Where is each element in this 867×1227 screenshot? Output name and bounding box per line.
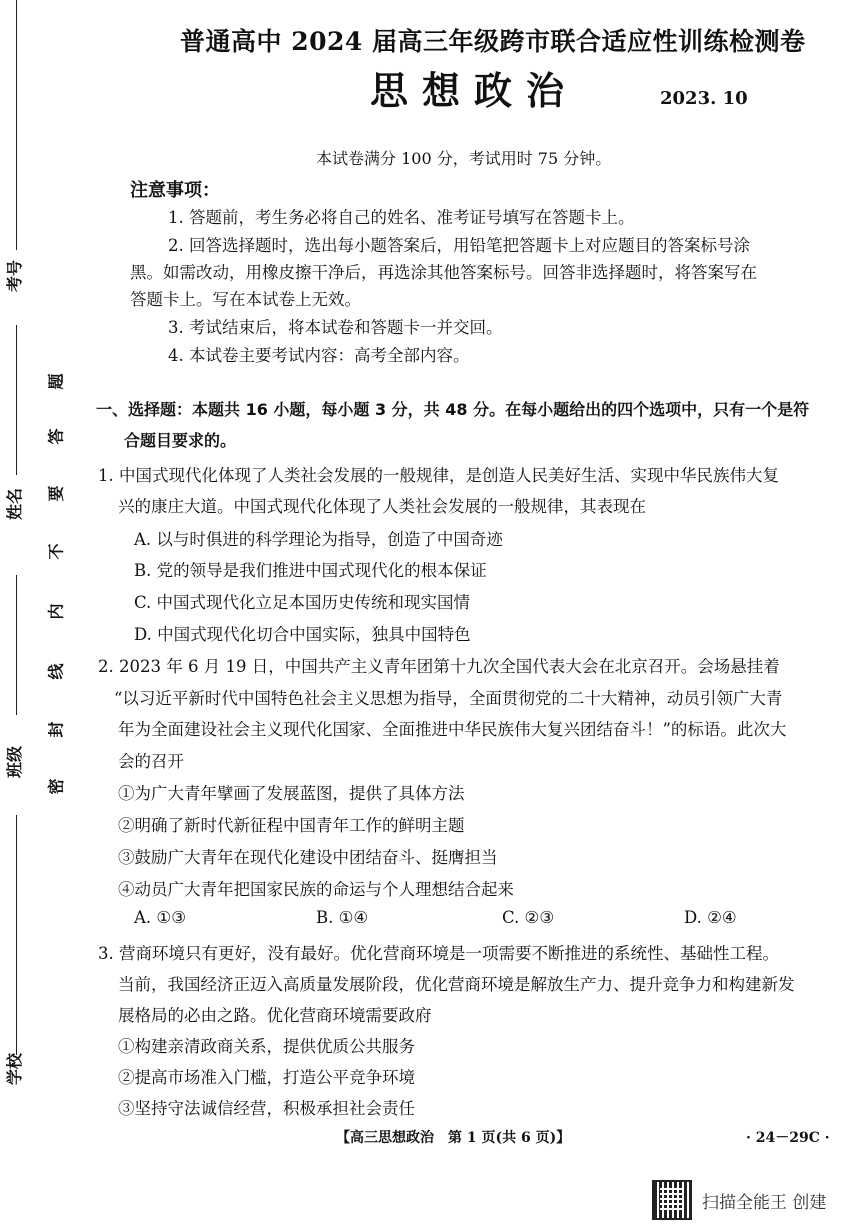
exam-no-label: 考号 [5, 259, 24, 292]
statement-item: ③坚持守法诚信经营，积极承担社会责任 [118, 1099, 415, 1118]
option-d: D. 中国式现代化切合中国实际，独具中国特色 [134, 625, 471, 644]
name-top-line [16, 325, 17, 475]
name-label: 姓名 [5, 487, 24, 520]
seal-char: 封 [46, 721, 66, 738]
seal-char: 内 [46, 603, 66, 620]
class-line [16, 815, 17, 1055]
question-stem: 1. 中国式现代化体现了人类社会发展的一般规律，是创造人民美好生活、实现中华民族伟大复 [98, 466, 779, 485]
seal-char: 要 [46, 485, 66, 502]
seal-char: 密 [46, 778, 66, 795]
scanner-watermark [652, 1180, 826, 1220]
qr-code-icon [652, 1180, 692, 1220]
seal-char: 答 [46, 428, 66, 445]
name-line [16, 575, 17, 715]
subject-title: 思想政治 [370, 68, 579, 113]
notice-line: 黑。如需改动，用橡皮擦干净后，再选涂其他答案标号。回答非选择题时，将答案写在 [130, 263, 757, 282]
school-label: 学校 [5, 1052, 24, 1085]
seal-char: 题 [46, 373, 66, 390]
question-stem: 当前，我国经济正迈入高质量发展阶段，优化营商环境是解放生产力、提升竞争力和构建新发 [118, 975, 795, 994]
choice-a: A. ①③ [134, 908, 186, 927]
question-stem: 兴的康庄大道。中国式现代化体现了人类社会发展的一般规律，其表现在 [118, 497, 646, 516]
statement-item: ②明确了新时代新征程中国青年工作的鲜明主题 [118, 816, 465, 835]
notice-line: 1. 答题前，考生务必将自己的姓名、准考证号填写在答题卡上。 [168, 208, 635, 227]
question-stem: 会的召开 [118, 752, 184, 771]
notice-title: 注意事项： [130, 180, 220, 201]
exam-intro: 本试卷满分 100 分，考试用时 75 分钟。 [316, 149, 612, 168]
option-c: C. 中国式现代化立足本国历史传统和现实国情 [134, 593, 471, 612]
statement-item: ②提高市场准入门槛，打造公平竞争环境 [118, 1068, 415, 1087]
statement-item: ①为广大青年擘画了发展蓝图，提供了具体方法 [118, 784, 465, 803]
statement-item: ①构建亲清政商关系，提供优质公共服务 [118, 1037, 415, 1056]
notice-line: 3. 考试结束后，将本试卷和答题卡一并交回。 [168, 318, 503, 337]
choice-c: C. ②③ [502, 908, 555, 927]
class-label: 班级 [5, 745, 24, 778]
binding-strip [0, 0, 100, 1200]
exam-title: 普通高中 2024 届高三年级跨市联合适应性训练检测卷 [180, 27, 806, 56]
choice-b: B. ①④ [316, 908, 369, 927]
question-stem: 展格局的必由之路。优化营商环境需要政府 [118, 1006, 432, 1025]
exam-date: 2023. 10 [660, 88, 748, 109]
notice-line: 答题卡上。写在本试卷上无效。 [130, 290, 361, 309]
seal-char: 线 [46, 663, 66, 680]
exam-no-line [16, 0, 17, 250]
question-stem: 年为全面建设社会主义现代化国家、全面推进中华民族伟大复兴团结奋斗！”的标语。此次大 [118, 720, 787, 739]
option-b: B. 党的领导是我们推进中国式现代化的根本保证 [134, 561, 487, 580]
choice-d: D. ②④ [684, 908, 737, 927]
paper-code: · 24－29C · [746, 1130, 830, 1146]
notice-line: 2. 回答选择题时，选出每小题答案后，用铅笔把答题卡上对应题目的答案标号涂 [168, 236, 750, 255]
question-stem: “以习近平新时代中国特色社会主义思想为指导，全面贯彻党的二十大精神，动员引领广大青 [114, 689, 783, 708]
notice-line: 4. 本试卷主要考试内容：高考全部内容。 [168, 346, 470, 365]
seal-char: 不 [46, 543, 66, 560]
section-heading: 一、选择题：本题共 16 小题，每小题 3 分，共 48 分。在每小题给出的四个选项中，只有一个是符 [96, 400, 810, 419]
statement-item: ③鼓励广大青年在现代化建设中团结奋斗、挺膺担当 [118, 848, 498, 867]
option-a: A. 以与时俱进的科学理论为指导，创造了中国奇迹 [134, 530, 503, 549]
statement-item: ④动员广大青年把国家民族的命运与个人理想结合起来 [118, 880, 514, 899]
page-footer: 【高三思想政治 第 1 页(共 6 页)】 [336, 1130, 571, 1146]
question-stem: 2. 2023 年 6 月 19 日，中国共产主义青年团第十九次全国代表大会在北京召开。会场悬挂着 [98, 657, 780, 676]
scanner-text: 扫描全能王 创建 [702, 1192, 827, 1213]
choice-row [134, 908, 834, 932]
question-stem: 3. 营商环境只有更好，没有最好。优化营商环境是一项需要不断推进的系统性、基础性工程。 [98, 944, 779, 963]
section-heading-cont: 合题目要求的。 [124, 431, 237, 450]
